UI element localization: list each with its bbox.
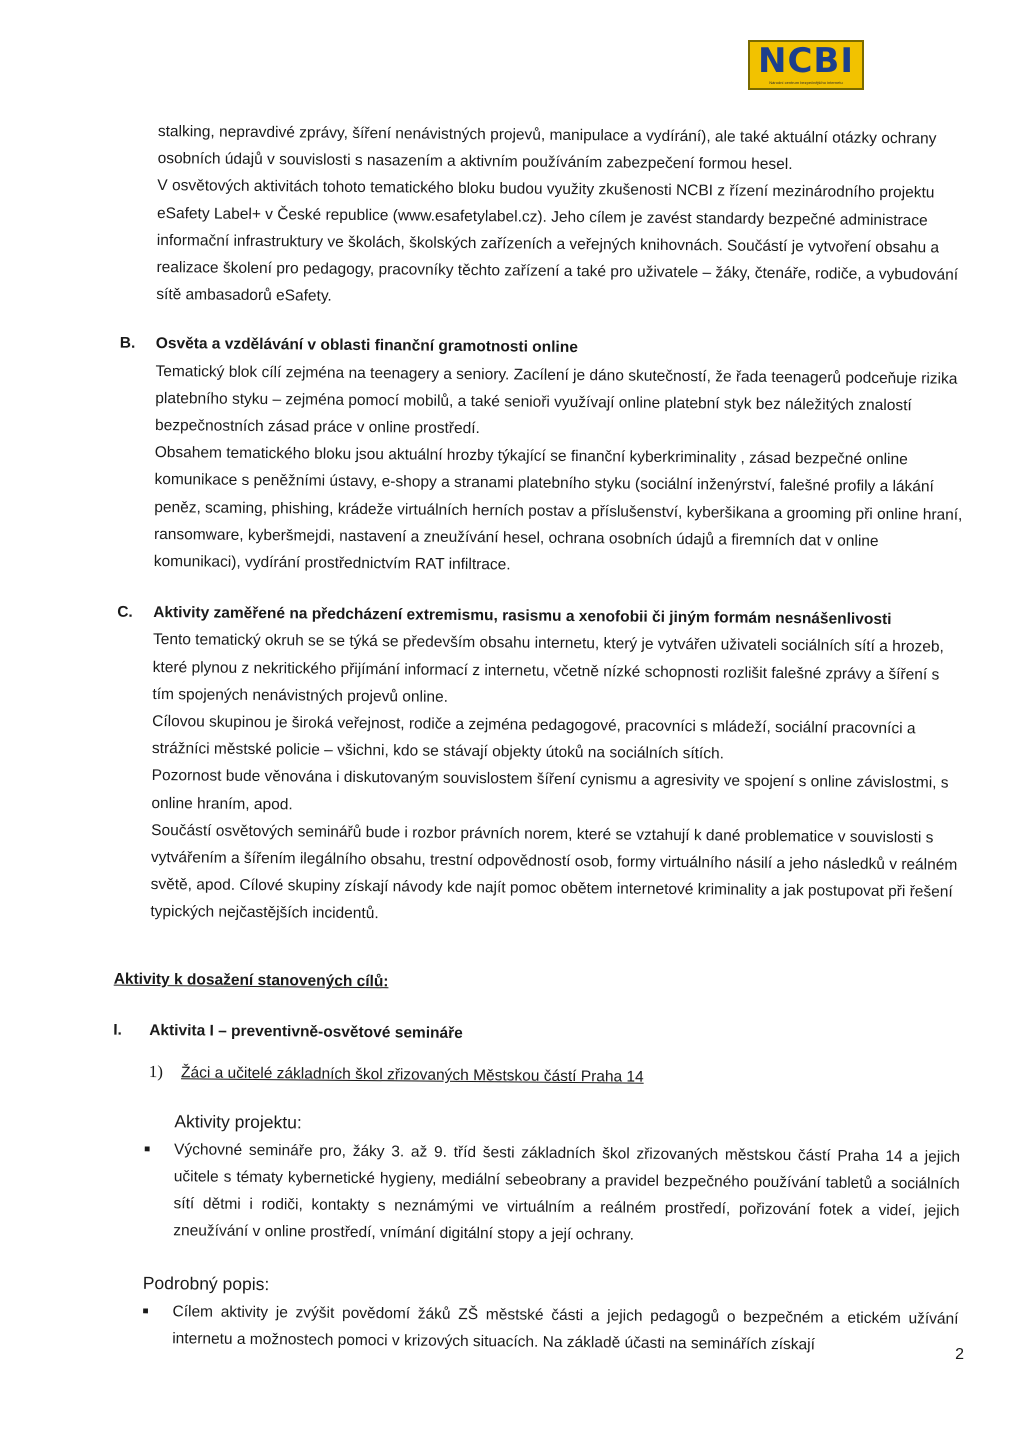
activity-1-title: Aktivita I – preventivně-osvětové semináře: [149, 1021, 463, 1042]
intro-paragraph-2: V osvětových aktivitách tohoto tematického bloku budou využity zkušenosti NCBI z řízení mezinárodního projektu eSafety Label+ v České republice (www.esafetylabel.cz). Jeho cílem je zavést standardy bezpečné administrace informační infrastruktury ve školách, školských zařízeních a veřejných knihovnách. Součástí je vytvoření obsahu a realizace školení pro pedagogy, pracovníky těchto zařízení a také pro uživatele – žáky, čtenáře, rodiče, a vybudování sítě ambasadorů eSafety.: [156, 177, 959, 305]
section-b-paragraph-2: Obsahem tematického bloku jsou aktuální hrozby týkající se finanční kyberkriminality , zásad bezpečné online komunikace s peněžními ústavy, e-shopy a stranami platebního styku (sociální inženýrství, falešné profily a lákání peněz, scaming, phishing, krádeže virtuálních herních postav a příslušenství, kyberšikana a grooming při online hraní, ransomware, kyberšmejdi, nastavení a zneužívání hesel, ochrana osobních údajů a firemních dat v online komunikaci), vydírání prostřednictvím RAT infiltrace.: [153, 444, 963, 574]
bullet-icon: ■: [144, 1143, 151, 1155]
section-c-paragraph-1: Tento tematický okruh se se týká se především obsahu internetu, který je vytvářen uživateli sociálních sítí a hrozeb, které plynou z nekritického přijímání informací z internetu, včetně nízké schopnosti rozlišit falešné zprávy a šíření s tím spojených nenávistných projevů online.: [152, 631, 944, 706]
activity-1-subitem: [149, 1058, 961, 1094]
project-bullet-text: Výchovné semináře pro, žáky 3. až 9. tříd šesti základních škol zřizovaných městskou částí Praha 14 a jejich učitele s tématy kybernetické hygieny, mediální sebeobrany a pravidel bezpečného používání tabletů a sociálních sítí dětmi i rodiči, kontakty s neznámými ve virtuálním a reálném prostředí, pořizování fotek a videí, jejich zneužívání v online prostředí, vnímání digitální stopy a její ochrany.: [173, 1140, 961, 1244]
page-number: 2: [955, 1346, 964, 1363]
activities-heading: Aktivity k dosažení stanovených cílů:: [113, 970, 389, 990]
description-bullet-text: Cílem aktivity je zvýšit povědomí žáků ZŠ městské části a jejich pedagogů o bezpečném a etickém užívání internetu a možnostech pomoci v krizových situacích. Na základě účasti na seminářích získají: [172, 1302, 959, 1354]
ncbi-logo: [748, 40, 864, 90]
section-b: [119, 330, 968, 583]
section-c-title: Aktivity zaměřené na předcházení extremismu, rasismu a xenofobii či jiným formám nesnášenlivosti: [153, 604, 892, 629]
logo-text: NCBI: [758, 41, 854, 81]
activity-1-number: I.: [113, 1021, 122, 1039]
intro-paragraph-1: stalking, nepravdivé zprávy, šíření nenávistných projevů, manipulace a vydírání), ale také aktuální otázky ochrany osobních údajů v souvislosti s nasazením a aktivním používáním zabezpečení formou hesel.: [157, 122, 937, 174]
page-content: [113, 118, 970, 1360]
section-c-paragraph-3: Pozornost bude věnována i diskutovaným souvislostem šíření cynismu a agresivity ve spojení s online závislostmi, s online hraním, apod.: [151, 767, 949, 813]
section-b-paragraph-1: Tematický blok cílí zejména na teenagery a seniory. Zacílení je dáno skutečností, že řada teenagerů podceňuje rizika platebního styku – zejména pomocí mobilů, a také senioři využívají online platební styk bez náležitých znalostí bezpečnostních zásad práce v online prostředí.: [154, 362, 958, 438]
subitem-title: Žáci a učitelé základních škol zřizovaných Městskou částí Praha 14: [181, 1064, 644, 1086]
subitem-number: 1): [148, 1062, 164, 1082]
section-c-letter: C.: [117, 603, 133, 622]
section-c-paragraph-2: Cílovou skupinou je široká veřejnost, rodiče a zejména pedagogové, pracovníci s mládeží, sociální pracovníci a strážníci městské policie – všichni, kdo se stávají objekty útoků na sociálních sítích.: [151, 713, 916, 763]
project-activities-heading: Aktivity projektu:: [174, 1111, 302, 1133]
bullet-icon: ■: [142, 1305, 149, 1317]
project-bullet: [144, 1136, 961, 1252]
activity-1: [113, 1017, 961, 1360]
detail-description-heading: Podrobný popis:: [142, 1273, 270, 1295]
section-c: [117, 599, 965, 933]
logo-tagline: Národní centrum bezpečnějšího internetu: [769, 80, 843, 85]
section-b-title: Osvěta a vzdělávání v oblasti finanční gramotnosti online: [155, 335, 578, 357]
description-bullet: [142, 1298, 959, 1360]
section-b-letter: B.: [119, 335, 136, 353]
section-c-paragraph-4: Součástí osvětových seminářů bude i rozbor právních norem, které se vztahují k dané problematice v souvislosti s vytvářením a šířením ilegálního obsahu, trestní odpovědností osob, formy virtuálního násilí a jeho následků v reálném světě, apod. Cílové skupiny získají návody kde najít pomoc obětem internetové kriminality a jak postupovat při řešení typických nejčastějších incidentů.: [150, 821, 958, 923]
